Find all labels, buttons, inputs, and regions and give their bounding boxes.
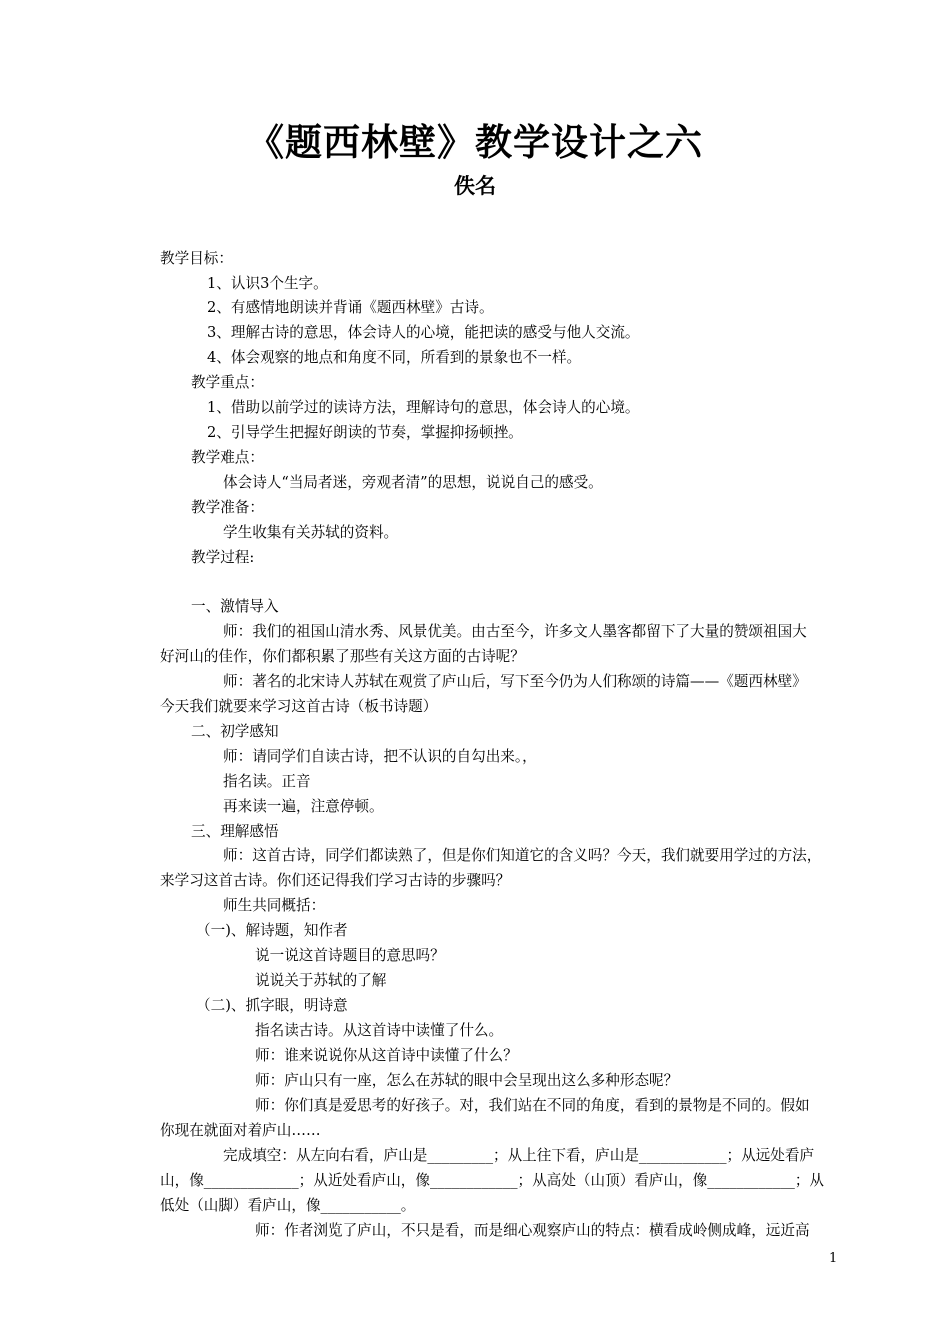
text-line: 指名读。正音 [223,773,311,790]
text-line: 教学难点： [191,449,264,466]
text-line: 山，像_____________；从近处看庐山，像____________；从高处（山顶）看庐山，像____________；从 [160,1172,825,1189]
text-line: 今天我们就要来学习这首古诗（板书诗题） [160,698,438,715]
text-line: 1、认识3个生字。 [207,275,328,292]
text-line: 4、体会观察的地点和角度不同，所看到的景象也不一样。 [207,349,582,366]
text-line: 师：著名的北宋诗人苏轼在观赏了庐山后，写下至今仍为人们称颂的诗篇——《题西林壁》 [223,673,807,690]
text-line: 学生收集有关苏轼的资料。 [223,524,399,541]
text-line: 说说关于苏轼的了解 [255,972,387,989]
text-line: （二)、抓字眼，明诗意 [196,997,348,1014]
text-line: 一、激情导入 [191,598,279,615]
text-line: 说一说这首诗题目的意思吗？ [255,947,445,964]
document-title: 《题西林壁》教学设计之六 [247,120,703,164]
text-line: 3、理解古诗的意思，体会诗人的心境，能把读的感受与他人交流。 [207,324,640,341]
text-line: 师：谁来说说你从这首诗中读懂了什么？ [255,1047,518,1064]
text-line: 好河山的佳作，你们都积累了那些有关这方面的古诗呢？ [160,648,525,665]
text-line: 三、理解感悟 [191,823,279,840]
text-line: 师：我们的祖国山清水秀、风景优美。由古至今，许多文人墨客都留下了大量的赞颂祖国大 [223,623,807,640]
text-line: 1、借助以前学过的读诗方法，理解诗句的意思，体会诗人的心境。 [207,399,640,416]
text-line: 教学目标： [160,250,233,267]
text-line: 教学过程: [191,549,255,566]
text-line: 师：你们真是爱思考的好孩子。对，我们站在不同的角度，看到的景物是不同的。假如 [255,1097,810,1114]
text-line: 教学重点： [191,374,264,391]
text-line: 师：请同学们自读古诗，把不认识的自勾出来。， [223,748,537,765]
text-line: 你现在就面对着庐山…… [160,1122,321,1139]
text-line: 师生共同概括： [223,897,326,914]
text-line: 师：作者浏览了庐山，不只是看，而是细心观察庐山的特点：横看成岭侧成峰，远近高 [255,1222,810,1239]
text-line: 来学习这首古诗。你们还记得我们学习古诗的步骤吗？ [160,872,511,889]
text-line: 师：这首古诗，同学们都读熟了，但是你们知道它的含义吗？今天，我们就要用学过的方法， [223,847,822,864]
text-line: 师：庐山只有一座，怎么在苏轼的眼中会呈现出这么多种形态呢？ [255,1072,679,1089]
text-line: 二、初学感知 [191,723,279,740]
text-line: （一)、解诗题，知作者 [196,922,348,939]
document-author: 佚名 [454,173,496,198]
text-line: 2、有感情地朗读并背诵《题西林壁》古诗。 [207,299,494,316]
text-line: 2、引导学生把握好朗读的节奏，掌握抑扬顿挫。 [207,424,523,441]
page-number: 1 [829,1251,838,1266]
text-line: 指名读古诗。从这首诗中读懂了什么。 [255,1022,504,1039]
text-line: 完成填空：从左向右看，庐山是_________；从上往下看，庐山是____________；从远处看庐 [223,1147,815,1164]
text-line: 再来读一遍，注意停顿。 [223,798,384,815]
text-line: 教学准备： [191,499,264,516]
text-line: 低处（山脚）看庐山，像___________。 [160,1197,416,1214]
text-line: 体会诗人“当局者迷，旁观者清”的思想，说说自己的感受。 [223,474,603,491]
